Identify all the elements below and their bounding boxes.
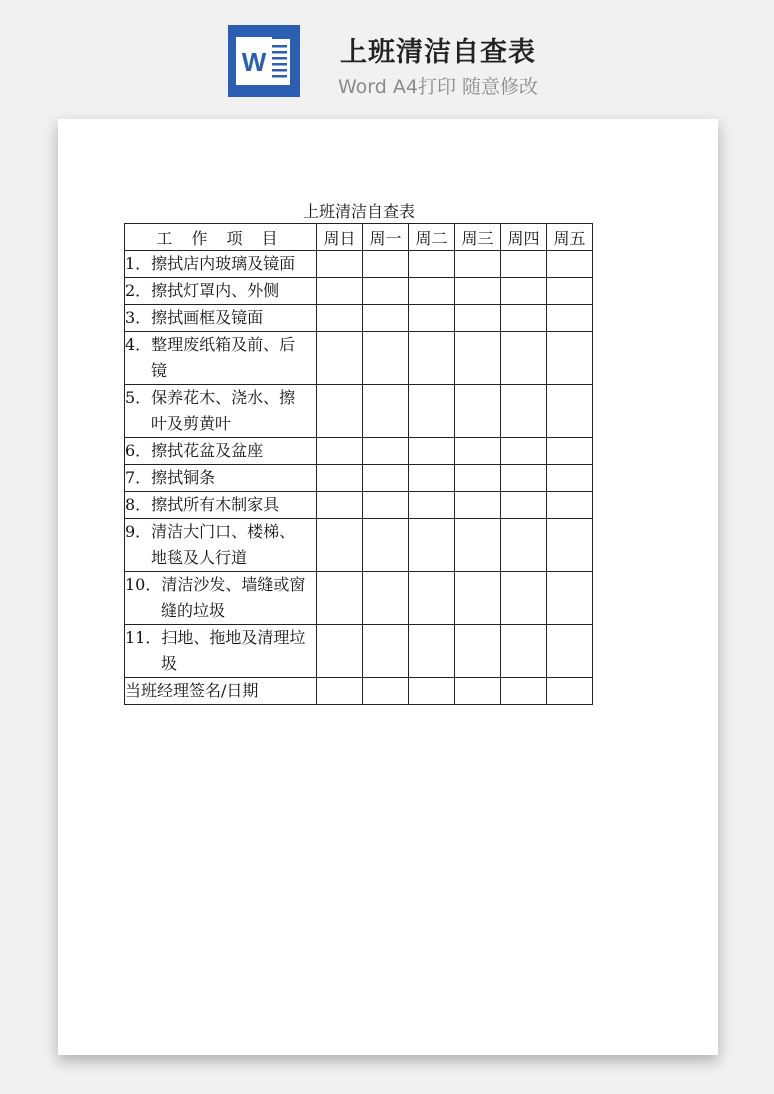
check-cell[interactable] (455, 625, 501, 678)
check-cell[interactable] (455, 385, 501, 438)
check-cell[interactable] (363, 572, 409, 625)
check-cell[interactable] (363, 385, 409, 438)
check-cell[interactable] (547, 385, 593, 438)
table-row (125, 305, 593, 332)
table-row (125, 519, 593, 572)
column-header-day: 周日 (317, 224, 363, 251)
task-cell (125, 278, 317, 305)
table-body (125, 251, 593, 705)
task-text: 7．擦拭铜条 (125, 468, 216, 487)
table-row (125, 332, 593, 385)
check-cell[interactable] (363, 625, 409, 678)
check-cell[interactable] (317, 332, 363, 385)
check-cell[interactable] (547, 438, 593, 465)
task-text: 缝的垃圾 (161, 601, 226, 620)
task-cell (125, 572, 317, 625)
check-cell[interactable] (455, 278, 501, 305)
check-cell[interactable] (409, 465, 455, 492)
check-cell[interactable] (501, 332, 547, 385)
check-cell[interactable] (317, 519, 363, 572)
check-cell[interactable] (501, 492, 547, 519)
table-row (125, 251, 593, 278)
task-cell (125, 251, 317, 278)
check-cell[interactable] (501, 305, 547, 332)
task-cell (125, 305, 317, 332)
check-cell[interactable] (409, 385, 455, 438)
check-cell[interactable] (455, 305, 501, 332)
task-text: 10．清洁沙发、墙缝或窗 (125, 575, 306, 594)
task-cell (125, 519, 317, 572)
document-page (58, 119, 718, 1055)
check-cell[interactable] (363, 251, 409, 278)
check-cell[interactable] (317, 251, 363, 278)
check-cell[interactable] (409, 332, 455, 385)
check-cell[interactable] (547, 465, 593, 492)
task-text: 9．清洁大门口、楼梯、 (125, 522, 296, 541)
check-cell[interactable] (455, 465, 501, 492)
table-row (125, 572, 593, 625)
table-row (125, 465, 593, 492)
check-cell[interactable] (547, 492, 593, 519)
task-text: 当班经理签名/日期 (125, 681, 259, 700)
column-header-day: 周四 (501, 224, 547, 251)
check-cell[interactable] (409, 278, 455, 305)
word-logo-icon (228, 25, 300, 97)
column-header-day: 周五 (547, 224, 593, 251)
task-text: 圾 (161, 654, 178, 673)
task-cell (125, 332, 317, 385)
check-cell[interactable] (363, 519, 409, 572)
check-cell[interactable] (317, 278, 363, 305)
check-cell[interactable] (547, 278, 593, 305)
check-cell[interactable] (547, 572, 593, 625)
column-header-item: 工 作 项 目 (125, 224, 317, 251)
check-cell[interactable] (409, 251, 455, 278)
task-text: 11．扫地、拖地及清理垃 (125, 628, 306, 647)
check-cell[interactable] (501, 385, 547, 438)
table-row (125, 678, 593, 705)
check-cell[interactable] (409, 492, 455, 519)
check-cell[interactable] (455, 519, 501, 572)
check-cell[interactable] (547, 251, 593, 278)
table-row (125, 385, 593, 438)
check-cell[interactable] (317, 678, 363, 705)
check-cell[interactable] (455, 251, 501, 278)
table-row (125, 278, 593, 305)
check-cell[interactable] (455, 678, 501, 705)
table-row (125, 625, 593, 678)
task-cell (125, 625, 317, 678)
check-cell[interactable] (455, 492, 501, 519)
task-text: 镜 (151, 361, 168, 380)
check-cell[interactable] (363, 305, 409, 332)
check-cell[interactable] (501, 251, 547, 278)
check-cell[interactable] (317, 572, 363, 625)
task-text: 5．保养花木、浇水、擦 (125, 388, 296, 407)
check-cell[interactable] (501, 572, 547, 625)
task-cell (125, 465, 317, 492)
task-cell (125, 385, 317, 438)
check-cell[interactable] (501, 625, 547, 678)
column-header-day: 周三 (455, 224, 501, 251)
check-cell[interactable] (409, 438, 455, 465)
check-cell[interactable] (409, 678, 455, 705)
check-cell[interactable] (501, 465, 547, 492)
column-header-day: 周二 (409, 224, 455, 251)
task-cell (125, 492, 317, 519)
word-logo-letter: W (241, 47, 267, 77)
page-title: 上班清洁自查表 (340, 37, 536, 68)
task-cell (125, 438, 317, 465)
task-text: 4．整理废纸箱及前、后 (125, 335, 296, 354)
check-cell[interactable] (363, 465, 409, 492)
check-cell[interactable] (455, 438, 501, 465)
check-cell[interactable] (317, 492, 363, 519)
check-cell[interactable] (409, 625, 455, 678)
task-cell (125, 678, 317, 705)
task-text: 地毯及人行道 (151, 548, 248, 567)
column-header-day: 周一 (363, 224, 409, 251)
task-text: 8．擦拭所有木制家具 (125, 495, 280, 514)
check-cell[interactable] (409, 305, 455, 332)
check-cell[interactable] (547, 332, 593, 385)
check-cell[interactable] (455, 332, 501, 385)
page-subtitle: Word A4打印 随意修改 (337, 76, 538, 98)
task-text: 1．擦拭店内玻璃及镜面 (125, 254, 296, 273)
check-cell[interactable] (317, 385, 363, 438)
check-cell[interactable] (363, 492, 409, 519)
check-cell[interactable] (501, 438, 547, 465)
check-cell[interactable] (501, 278, 547, 305)
check-cell[interactable] (501, 678, 547, 705)
check-cell[interactable] (317, 625, 363, 678)
table-row (125, 438, 593, 465)
task-text: 3．擦拭画框及镜面 (125, 308, 264, 327)
check-cell[interactable] (409, 572, 455, 625)
table-header-row (125, 224, 593, 251)
document-title: 上班清洁自查表 (302, 202, 415, 221)
check-cell[interactable] (363, 332, 409, 385)
check-cell[interactable] (547, 305, 593, 332)
task-text: 6．擦拭花盆及盆座 (125, 441, 264, 460)
preview-header (0, 0, 774, 118)
table-row (125, 492, 593, 519)
check-cell[interactable] (317, 465, 363, 492)
check-cell[interactable] (455, 572, 501, 625)
task-text: 叶及剪黄叶 (151, 414, 232, 433)
check-cell[interactable] (363, 278, 409, 305)
check-cell[interactable] (547, 519, 593, 572)
check-cell[interactable] (547, 678, 593, 705)
check-cell[interactable] (409, 519, 455, 572)
check-cell[interactable] (547, 625, 593, 678)
check-cell[interactable] (501, 519, 547, 572)
check-cell[interactable] (363, 438, 409, 465)
check-cell[interactable] (317, 438, 363, 465)
task-text: 2．擦拭灯罩内、外侧 (125, 281, 280, 300)
check-cell[interactable] (317, 305, 363, 332)
check-cell[interactable] (363, 678, 409, 705)
checklist-table (124, 223, 593, 705)
